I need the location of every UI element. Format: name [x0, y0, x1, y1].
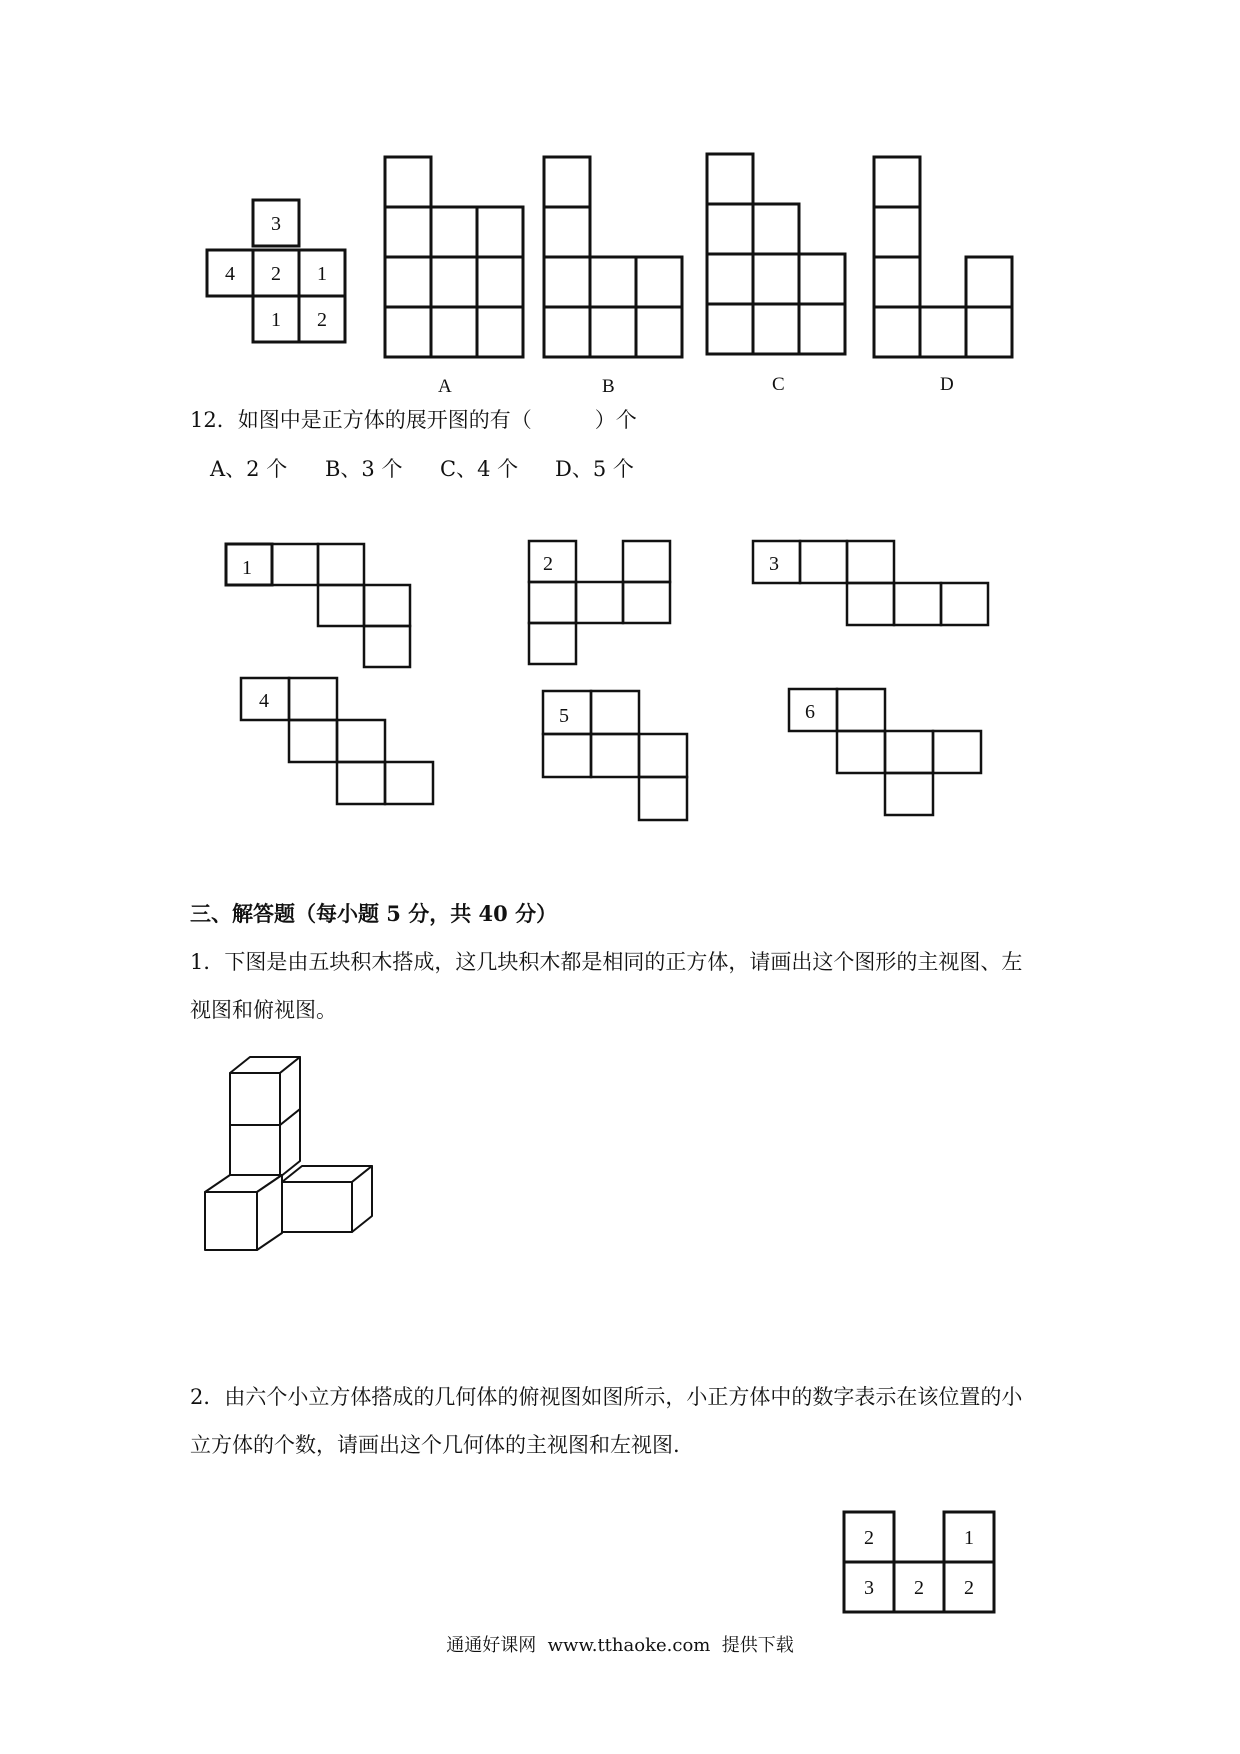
top-view-r2c2: 2 [914, 1577, 924, 1599]
top-view-r2c3: 2 [964, 1577, 974, 1599]
q11-option-d-net [872, 155, 1022, 365]
q12-net-6 [788, 688, 998, 823]
stacked-cubes-figure [200, 1055, 370, 1255]
q12-net-3 [752, 540, 1002, 635]
net-6-number: 6 [805, 701, 815, 723]
q12-net-2 [528, 540, 688, 675]
q3-1-text-line2: 视图和俯视图。 [190, 998, 337, 1022]
q12-option-c: C、4 个 [440, 457, 519, 481]
net-4-number: 4 [259, 690, 269, 712]
top-view-grid [842, 1510, 1002, 1620]
q3-1-text-line1: 1．下图是由五块积木搭成，这几块积木都是相同的正方体，请画出这个图形的主视图、左 [190, 950, 1023, 974]
given-face-2a: 2 [271, 263, 281, 285]
net-3-number: 3 [769, 553, 779, 575]
page-footer: 通通好课网 www.tthaoke.com 提供下载 [446, 1635, 794, 1656]
q11-option-b-net [542, 155, 692, 365]
top-view-r1c1: 2 [864, 1527, 874, 1549]
q11-given-net [205, 198, 355, 368]
q12-net-1 [225, 543, 425, 678]
q11-option-c-net [705, 152, 855, 367]
q3-2-text-line2: 立方体的个数，请画出这个几何体的主视图和左视图. [190, 1433, 680, 1457]
given-face-1b: 1 [271, 309, 281, 331]
top-view-r1c3: 1 [964, 1527, 974, 1549]
given-face-2b: 2 [317, 309, 327, 331]
q12-question: 12．如图中是正方体的展开图的有（ ）个 [190, 408, 637, 432]
q12-option-b: B、3 个 [325, 457, 403, 481]
given-face-1a: 1 [317, 263, 327, 285]
q12-option-a: A、2 个 [210, 457, 288, 481]
q12-option-d: D、5 个 [555, 457, 634, 481]
net-5-number: 5 [559, 705, 569, 727]
option-c-label: C [772, 374, 785, 395]
given-face-4: 4 [225, 263, 235, 285]
option-a-label: A [438, 376, 452, 397]
q11-option-a-net [383, 155, 533, 365]
q12-net-5 [542, 690, 702, 825]
option-b-label: B [602, 376, 615, 397]
net-2-number: 2 [543, 553, 553, 575]
option-d-label: D [940, 374, 954, 395]
q12-net-4 [240, 677, 450, 812]
given-face-3: 3 [271, 213, 281, 235]
section3-heading: 三、解答题（每小题 5 分，共 40 分） [190, 901, 558, 926]
net-1-number: 1 [242, 557, 252, 579]
q3-2-text-line1: 2．由六个小立方体搭成的几何体的俯视图如图所示，小正方体中的数字表示在该位置的小 [190, 1385, 1023, 1409]
top-view-r2c1: 3 [864, 1577, 874, 1599]
